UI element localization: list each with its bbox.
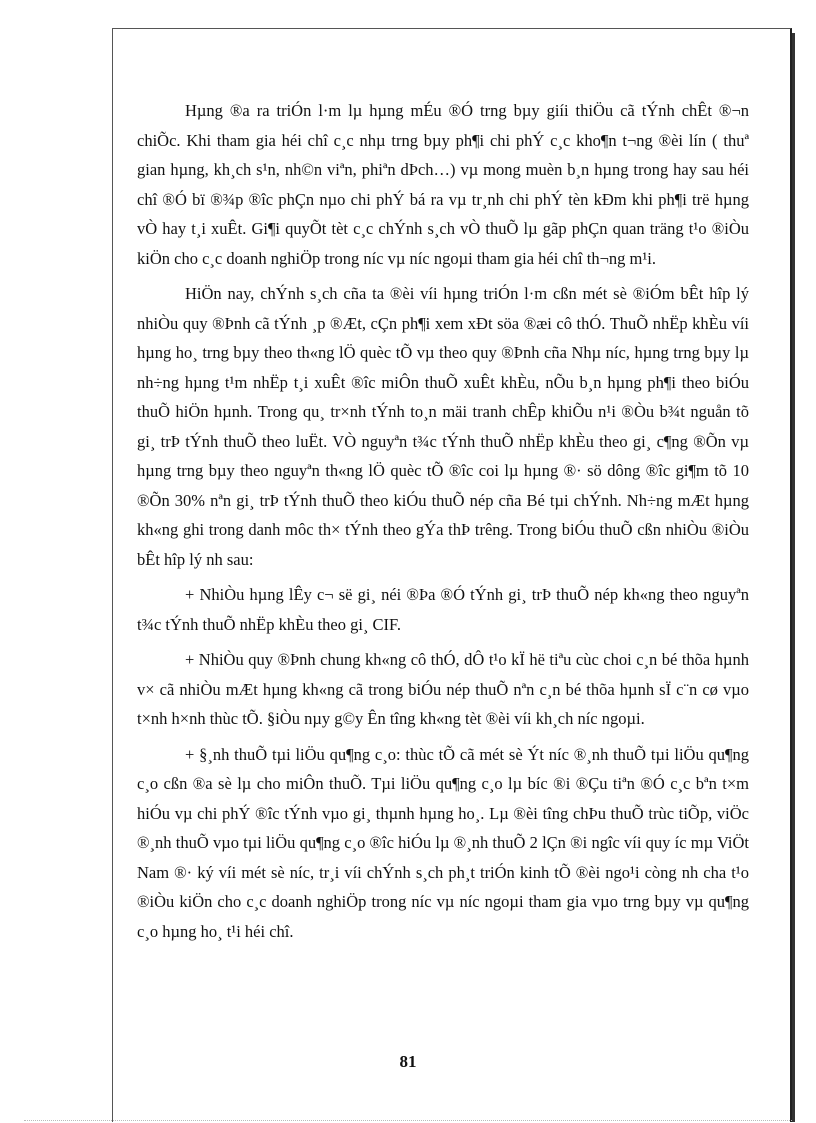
paragraph-3: + NhiÒu hµng lÊy c¬ së gi¸ néi ®Þa ®Ó tÝnh gi¸ trÞ thuÕ nép kh«ng theo nguyªn t¾c tÝnh thuÕ nhËp khÈu theo gi¸ CIF.: [137, 585, 749, 634]
document-body: [137, 96, 749, 952]
paragraph-1: Hµng ®a ra triÓn l·m lµ hµng mÉu ®Ó trng bµy giíi thiÖu cã tÝnh chÊt ®¬n chiÕc. Khi tham gia héi chî c¸c nhµ trng bµy ph¶i chi phÝ c¸c kho¶n t¬ng ®èi lín ( thuª gian hµng, kh¸ch s¹n, nh©n viªn, phiªn dÞch…) vµ mong muèn b¸n hµng trong hay sau héi chî ®Ó bï ®¾p ®îc phÇn nµo chi phÝ bá ra vµ tr¸nh chi phÝ tèn kÐm khi ph¶i trë hµng vÒ hay t¸i xuÊt. Gi¶i quyÕt tèt c¸c chÝnh s¸ch vÒ thuÕ lµ gãp phÇn quan träng t¹o ®iÒu kiÖn cho c¸c doanh nghiÖp trong níc vµ níc ngoµi tham gia héi chî th¬ng m¹i.: [137, 101, 749, 268]
paragraph-2: HiÖn nay, chÝnh s¸ch cña ta ®èi víi hµng triÓn l·m cßn mét sè ®iÓm bÊt hîp lý nhiÒu quy ®Þnh cã tÝnh ¸p ®Æt, cÇn ph¶i xem xÐt söa ®æi cô thÓ. ThuÕ nhËp khÈu víi hµng ho¸ trng bµy theo th«ng lÖ quèc tÕ vµ theo quy ®Þnh cña Nhµ níc, hµng trng bµy lµ nh÷ng hµng t¹m nhËp t¸i xuÊt ®îc miÔn thuÕ xuÊt khÈu, nÕu b¸n hµng ph¶i theo biÓu thuÕ hiÖn hµnh. Trong qu¸ tr×nh tÝnh to¸n mäi tranh chÊp khiÕu n¹i ®Òu b¾t nguån tõ gi¸ trÞ tÝnh thuÕ theo luËt. VÒ nguyªn t¾c tÝnh thuÕ nhËp khÈu theo gi¸ c¶ng ®Õn vµ hµng trng bµy theo nguyªn th«ng lÖ quèc tÕ ®îc coi lµ hµng ®· sö dông ®îc gi¶m tõ 10 ®Õn 30% nªn gi¸ trÞ tÝnh thuÕ theo kiÓu thuÕ nép cña Bé tµi chÝnh. Nh÷ng mÆt hµng kh«ng ghi trong danh môc th× tÝnh theo gÝa thÞ trêng. Trong biÓu thuÕ cßn nhiÒu ®iÒu bÊt hîp lý nh sau:: [137, 284, 749, 569]
paragraph-4: + NhiÒu quy ®Þnh chung kh«ng cô thÓ, dÔ t¹o kÏ hë tiªu cùc choi c¸n bé thõa hµnh v× cã nhiÒu mÆt hµng kh«ng cã trong biÓu nép thuÕ nªn c¸n bé thõa hµnh sÏ c¨n cø vµo t×nh h×nh thùc tÕ. §iÒu nµy g©y Ên tîng kh«ng tèt ®èi víi kh¸ch níc ngoµi.: [137, 650, 749, 728]
page-bottom-divider: [24, 1120, 792, 1121]
page-number: 81: [399, 1052, 417, 1071]
paragraph-5: + §¸nh thuÕ tµi liÖu qu¶ng c¸o: thùc tÕ cã mét sè Ýt níc ®¸nh thuÕ tµi liÖu qu¶ng c¸o cßn ®a sè lµ cho miÔn thuÕ. Tµi liÖu qu¶ng c¸o lµ bíc ®i ®Çu tiªn ®Ó c¸c bªn t×m hiÓu vµ chi phÝ ®îc tÝnh vµo gi¸ thµnh hµng ho¸. Lµ ®èi tîng chÞu thuÕ trùc tiÕp, viÖc ®¸nh thuÕ vµo tµi liÖu qu¶ng c¸o ®îc hiÓu lµ ®¸nh thuÕ 2 lÇn ®i ngîc víi quy íc mµ ViÖt Nam ®· ký víi mét sè níc, tr¸i víi chÝnh s¸ch ph¸t triÓn kinh tÕ ®èi ngo¹i còng nh cha t¹o ®iÒu kiÖn cho c¸c doanh nghiÖp trong níc vµ níc ngoµi tham gia vµo trng bµy vµ qu¶ng c¸o hµng ho¸ t¹i héi chî.: [137, 744, 749, 941]
